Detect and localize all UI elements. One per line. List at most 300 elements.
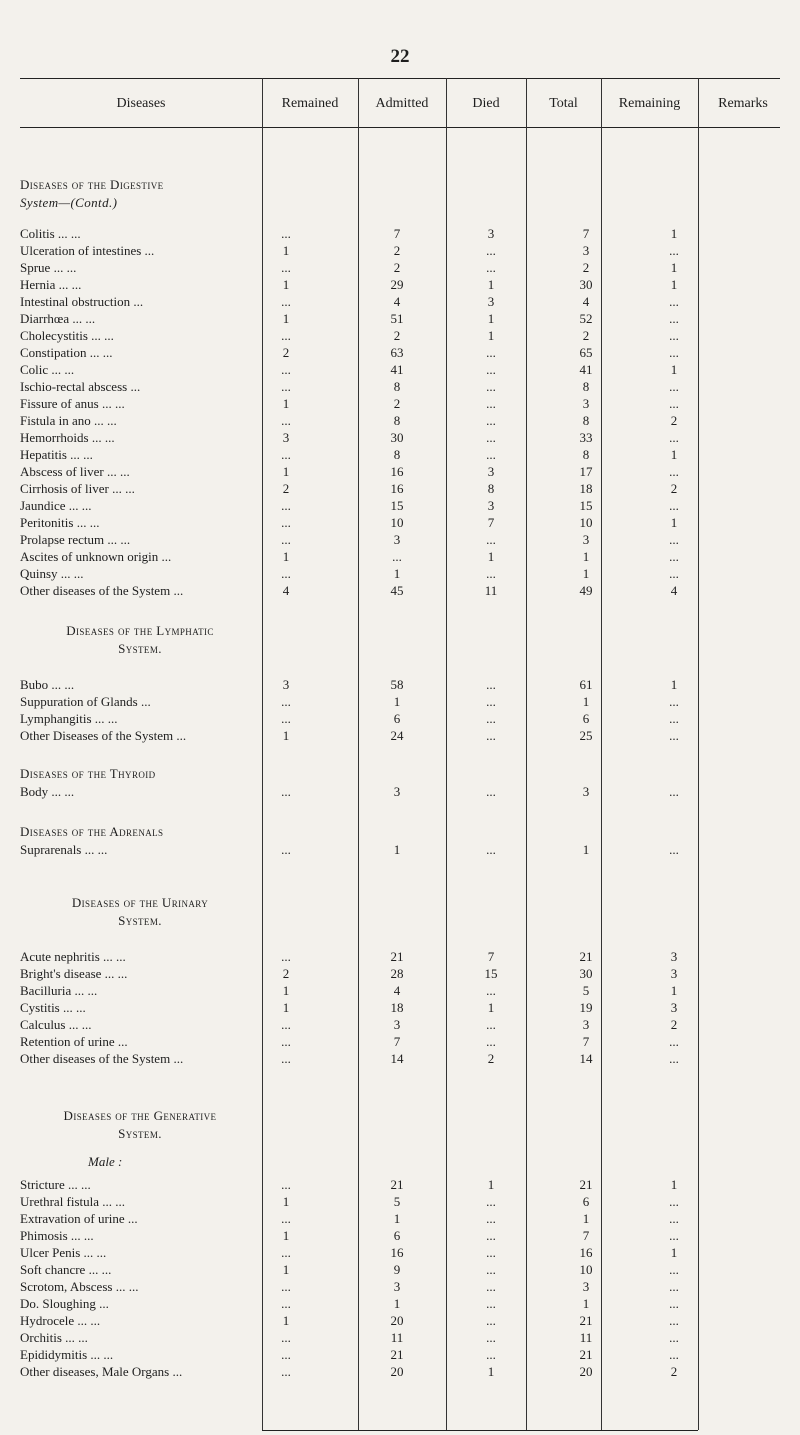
cell-total: 15 — [579, 498, 593, 513]
cell-remained: 1 — [282, 1262, 290, 1277]
cell-total: 21 — [579, 1347, 593, 1362]
cell-total: 11 — [579, 1330, 593, 1345]
cell-remained: ... — [281, 842, 291, 857]
cell-remained: 3 — [282, 430, 290, 445]
cell-total: 61 — [579, 677, 593, 692]
cell-remained: ... — [281, 949, 291, 964]
disease-label: Orchitis ... ... — [20, 1330, 88, 1345]
disease-label: Intestinal obstruction ... — [20, 294, 144, 309]
cell-died: ... — [486, 1279, 496, 1294]
table-row — [0, 345, 800, 361]
cell-total: 1 — [582, 549, 590, 564]
disease-label: Colic ... ... — [20, 362, 75, 377]
cell-died: 1 — [487, 277, 495, 292]
disease-label: Retention of urine ... — [20, 1034, 128, 1049]
cell-remaining: ... — [669, 566, 679, 581]
section-heading-title: Diseases of the Urinary — [71, 895, 209, 910]
cell-remaining: ... — [669, 311, 679, 326]
cell-remained: 1 — [282, 396, 290, 411]
disease-label: Urethral fistula ... ... — [20, 1194, 126, 1209]
disease-label: Do. Sloughing ... — [20, 1296, 109, 1311]
cell-died: 3 — [487, 464, 495, 479]
cell-remained: 2 — [282, 345, 290, 360]
cell-total: 49 — [579, 583, 593, 598]
section-heading-title: Diseases of the Adrenals — [20, 824, 164, 839]
cell-total: 21 — [579, 949, 593, 964]
cell-total: 1 — [582, 1296, 590, 1311]
cell-died: ... — [486, 1228, 496, 1243]
cell-admitted: 1 — [393, 1296, 401, 1311]
cell-total: 1 — [582, 1211, 590, 1226]
table-row — [0, 566, 800, 582]
cell-admitted: 6 — [393, 711, 401, 726]
column-header-total: Total — [549, 96, 578, 111]
cell-total: 21 — [579, 1313, 593, 1328]
cell-admitted: 4 — [393, 294, 401, 309]
cell-admitted: 58 — [390, 677, 404, 692]
cell-died: ... — [486, 345, 496, 360]
disease-label: Stricture ... ... — [20, 1177, 91, 1192]
cell-remaining: 1 — [670, 1245, 678, 1260]
cell-died: 1 — [487, 1177, 495, 1192]
cell-remaining: ... — [669, 243, 679, 258]
cell-died: ... — [486, 711, 496, 726]
cell-remained: ... — [281, 362, 291, 377]
cell-remained: 1 — [282, 1228, 290, 1243]
table-row — [0, 549, 800, 565]
cell-remained: ... — [281, 1296, 291, 1311]
cell-admitted: 11 — [390, 1330, 404, 1345]
cell-remaining: 2 — [670, 1017, 678, 1032]
cell-admitted: 18 — [390, 1000, 404, 1015]
cell-total: 3 — [582, 243, 590, 258]
cell-died: 7 — [487, 515, 495, 530]
cell-remained: ... — [281, 294, 291, 309]
column-header-died: Died — [472, 96, 500, 111]
cell-total: 17 — [579, 464, 593, 479]
section-heading-sub: System. — [118, 913, 162, 928]
cell-total: 3 — [582, 1279, 590, 1294]
cell-admitted: ... — [392, 549, 402, 564]
cell-admitted: 6 — [393, 1228, 401, 1243]
cell-admitted: 14 — [390, 1051, 404, 1066]
cell-died: ... — [486, 260, 496, 275]
cell-admitted: 2 — [393, 396, 401, 411]
column-header-admitted: Admitted — [375, 96, 429, 111]
cell-admitted: 1 — [393, 694, 401, 709]
cell-remaining: ... — [669, 1296, 679, 1311]
cell-total: 1 — [582, 694, 590, 709]
cell-total: 7 — [582, 1228, 590, 1243]
cell-remaining: ... — [669, 1279, 679, 1294]
table-row — [0, 1313, 800, 1329]
cell-died: ... — [486, 1262, 496, 1277]
cell-died: 1 — [487, 311, 495, 326]
cell-admitted: 1 — [393, 842, 401, 857]
cell-total: 19 — [579, 1000, 593, 1015]
disease-label: Ischio-rectal abscess ... — [20, 379, 141, 394]
cell-total: 14 — [579, 1051, 593, 1066]
cell-total: 8 — [582, 413, 590, 428]
cell-remaining: 2 — [670, 481, 678, 496]
cell-total: 52 — [579, 311, 593, 326]
table-row — [0, 515, 800, 531]
table-row — [0, 949, 800, 965]
table-row — [0, 379, 800, 395]
cell-remaining: ... — [669, 1313, 679, 1328]
cell-remained: 1 — [282, 549, 290, 564]
cell-died: 3 — [487, 226, 495, 241]
disease-label: Fissure of anus ... ... — [20, 396, 125, 411]
cell-total: 1 — [582, 566, 590, 581]
cell-remaining: 3 — [670, 1000, 678, 1015]
disease-label: Other Diseases of the System ... — [20, 728, 187, 743]
cell-remained: ... — [281, 379, 291, 394]
cell-remaining: ... — [669, 784, 679, 799]
table-header-rule — [20, 127, 780, 128]
cell-remaining: ... — [669, 464, 679, 479]
table-bottom-rule — [262, 1430, 698, 1431]
cell-admitted: 51 — [390, 311, 404, 326]
table-row — [0, 447, 800, 463]
cell-total: 7 — [582, 226, 590, 241]
cell-died: ... — [486, 413, 496, 428]
disease-label: Calculus ... ... — [20, 1017, 92, 1032]
table-row — [0, 966, 800, 982]
table-row — [0, 583, 800, 599]
cell-died: 3 — [487, 294, 495, 309]
cell-admitted: 24 — [390, 728, 404, 743]
cell-died: ... — [486, 396, 496, 411]
disease-label: Soft chancre ... ... — [20, 1262, 112, 1277]
cell-total: 8 — [582, 379, 590, 394]
section-heading — [20, 894, 260, 930]
cell-admitted: 8 — [393, 413, 401, 428]
cell-total: 25 — [579, 728, 593, 743]
table-row — [0, 784, 800, 800]
cell-total: 30 — [579, 277, 593, 292]
cell-remained: ... — [281, 1347, 291, 1362]
cell-admitted: 63 — [390, 345, 404, 360]
cell-admitted: 16 — [390, 481, 404, 496]
page-number: 22 — [390, 46, 410, 67]
disease-label: Acute nephritis ... ... — [20, 949, 126, 964]
cell-died: ... — [486, 784, 496, 799]
table-row — [0, 1211, 800, 1227]
table-row — [0, 260, 800, 276]
cell-remaining: ... — [669, 345, 679, 360]
table-row — [0, 328, 800, 344]
cell-remained: ... — [281, 226, 291, 241]
disease-label: Colitis ... ... — [20, 226, 81, 241]
table-row — [0, 396, 800, 412]
cell-admitted: 20 — [390, 1313, 404, 1328]
cell-died: ... — [486, 243, 496, 258]
disease-label: Sprue ... ... — [20, 260, 77, 275]
cell-admitted: 15 — [390, 498, 404, 513]
section-heading-sub: System. — [118, 641, 162, 656]
table-row — [0, 983, 800, 999]
disease-label: Epididymitis ... ... — [20, 1347, 114, 1362]
cell-remaining: 1 — [670, 447, 678, 462]
disease-label: Suppuration of Glands ... — [20, 694, 151, 709]
cell-died: ... — [486, 842, 496, 857]
cell-total: 65 — [579, 345, 593, 360]
disease-label: Ascites of unknown origin ... — [20, 549, 172, 564]
cell-died: ... — [486, 1017, 496, 1032]
cell-remained: 1 — [282, 243, 290, 258]
column-header-remarks: Remarks — [718, 96, 768, 111]
cell-admitted: 1 — [393, 1211, 401, 1226]
section-heading — [20, 1107, 260, 1143]
cell-admitted: 10 — [390, 515, 404, 530]
table-row — [0, 498, 800, 514]
cell-total: 6 — [582, 1194, 590, 1209]
cell-remained: 2 — [282, 966, 290, 981]
cell-remained: ... — [281, 1177, 291, 1192]
table-row — [0, 711, 800, 727]
cell-total: 3 — [582, 532, 590, 547]
cell-died: 7 — [487, 949, 495, 964]
cell-died: ... — [486, 983, 496, 998]
cell-remaining: ... — [669, 728, 679, 743]
cell-remaining: 3 — [670, 949, 678, 964]
section-heading-sub: System. — [118, 1126, 162, 1141]
cell-remaining: 1 — [670, 983, 678, 998]
cell-remaining: ... — [669, 1051, 679, 1066]
cell-died: ... — [486, 1245, 496, 1260]
section-heading-title: Diseases of the Thyroid — [20, 766, 156, 781]
table-row — [0, 1000, 800, 1016]
disease-label: Quinsy ... ... — [20, 566, 84, 581]
cell-died: ... — [486, 362, 496, 377]
cell-remained: ... — [281, 1051, 291, 1066]
cell-total: 20 — [579, 1364, 593, 1379]
cell-died: ... — [486, 1194, 496, 1209]
cell-admitted: 2 — [393, 260, 401, 275]
cell-remaining: ... — [669, 498, 679, 513]
disease-label: Hydrocele ... ... — [20, 1313, 101, 1328]
table-row — [0, 362, 800, 378]
cell-remained: 1 — [282, 1313, 290, 1328]
table-row — [0, 430, 800, 446]
cell-total: 3 — [582, 784, 590, 799]
cell-total: 10 — [579, 1262, 593, 1277]
cell-died: ... — [486, 694, 496, 709]
cell-remaining: ... — [669, 1194, 679, 1209]
cell-remained: ... — [281, 532, 291, 547]
cell-total: 41 — [579, 362, 593, 377]
cell-remained: ... — [281, 515, 291, 530]
cell-died: 1 — [487, 1364, 495, 1379]
cell-died: ... — [486, 1313, 496, 1328]
disease-label: Hernia ... ... — [20, 277, 82, 292]
disease-label: Cirrhosis of liver ... ... — [20, 481, 135, 496]
table-row — [0, 413, 800, 429]
cell-remained: ... — [281, 1034, 291, 1049]
cell-remained: ... — [281, 498, 291, 513]
disease-label: Abscess of liver ... ... — [20, 464, 130, 479]
cell-remaining: 2 — [670, 1364, 678, 1379]
cell-remained: ... — [281, 413, 291, 428]
cell-total: 3 — [582, 1017, 590, 1032]
disease-label: Fistula in ano ... ... — [20, 413, 117, 428]
table-row — [0, 1347, 800, 1363]
section-heading-sub: System—(Contd.) — [20, 195, 118, 210]
section-heading — [20, 823, 280, 841]
cell-remaining: ... — [669, 549, 679, 564]
table-row — [0, 243, 800, 259]
cell-total: 21 — [579, 1177, 593, 1192]
section-heading-title: Diseases of the Lymphatic — [66, 623, 214, 638]
cell-admitted: 16 — [390, 1245, 404, 1260]
cell-remained: ... — [281, 1364, 291, 1379]
table-row — [0, 1194, 800, 1210]
cell-admitted: 3 — [393, 532, 401, 547]
cell-admitted: 8 — [393, 447, 401, 462]
cell-died: 1 — [487, 549, 495, 564]
cell-remained: 1 — [282, 983, 290, 998]
cell-remained: 1 — [282, 1000, 290, 1015]
cell-remained: ... — [281, 328, 291, 343]
table-row — [0, 728, 800, 744]
cell-died: ... — [486, 1330, 496, 1345]
cell-remaining: 3 — [670, 966, 678, 981]
table-row — [0, 1034, 800, 1050]
cell-died: ... — [486, 677, 496, 692]
cell-admitted: 21 — [390, 949, 404, 964]
cell-remained: 4 — [282, 583, 290, 598]
cell-remained: 1 — [282, 277, 290, 292]
cell-remained: ... — [281, 711, 291, 726]
cell-remaining: ... — [669, 294, 679, 309]
table-row — [0, 1296, 800, 1312]
cell-total: 18 — [579, 481, 593, 496]
cell-remaining: ... — [669, 842, 679, 857]
cell-admitted: 2 — [393, 243, 401, 258]
cell-remaining: ... — [669, 396, 679, 411]
cell-remained: 1 — [282, 728, 290, 743]
cell-remained: 1 — [282, 1194, 290, 1209]
cell-total: 8 — [582, 447, 590, 462]
cell-admitted: 20 — [390, 1364, 404, 1379]
cell-remaining: ... — [669, 1262, 679, 1277]
cell-admitted: 3 — [393, 784, 401, 799]
cell-remained: ... — [281, 1279, 291, 1294]
table-row — [0, 1228, 800, 1244]
table-row — [0, 694, 800, 710]
cell-remained: 3 — [282, 677, 290, 692]
cell-remaining: ... — [669, 694, 679, 709]
disease-label: Peritonitis ... ... — [20, 515, 100, 530]
disease-label: Ulceration of intestines ... — [20, 243, 155, 258]
section-heading-title: Diseases of the Generative — [63, 1108, 217, 1123]
cell-admitted: 2 — [393, 328, 401, 343]
cell-admitted: 8 — [393, 379, 401, 394]
cell-admitted: 4 — [393, 983, 401, 998]
cell-admitted: 28 — [390, 966, 404, 981]
cell-remained: 1 — [282, 311, 290, 326]
table-row — [0, 1245, 800, 1261]
cell-remaining: 1 — [670, 226, 678, 241]
table-row — [0, 1262, 800, 1278]
disease-label: Phimosis ... ... — [20, 1228, 94, 1243]
table-row — [0, 532, 800, 548]
cell-admitted: 1 — [393, 566, 401, 581]
disease-label: Cholecystitis ... ... — [20, 328, 114, 343]
cell-remaining: 1 — [670, 362, 678, 377]
table-row — [0, 277, 800, 293]
cell-total: 30 — [579, 966, 593, 981]
cell-admitted: 16 — [390, 464, 404, 479]
cell-died: 2 — [487, 1051, 495, 1066]
cell-remaining: ... — [669, 532, 679, 547]
cell-admitted: 29 — [390, 277, 404, 292]
table-row — [0, 1177, 800, 1193]
cell-admitted: 45 — [390, 583, 404, 598]
cell-died: ... — [486, 566, 496, 581]
cell-died: ... — [486, 728, 496, 743]
cell-died: 15 — [484, 966, 498, 981]
cell-admitted: 3 — [393, 1017, 401, 1032]
table-row — [0, 311, 800, 327]
cell-remaining: ... — [669, 430, 679, 445]
disease-label: Other diseases of the System ... — [20, 1051, 184, 1066]
cell-total: 7 — [582, 1034, 590, 1049]
disease-label: Other diseases of the System ... — [20, 583, 184, 598]
column-header-remained: Remained — [281, 96, 339, 111]
table-row — [0, 1051, 800, 1067]
cell-admitted: 21 — [390, 1177, 404, 1192]
cell-remaining: ... — [669, 1228, 679, 1243]
cell-remained: 2 — [282, 481, 290, 496]
disease-label: Other diseases, Male Organs ... — [20, 1364, 183, 1379]
table-row — [0, 677, 800, 693]
cell-remaining: 4 — [670, 583, 678, 598]
cell-remained: ... — [281, 1211, 291, 1226]
disease-label: Bubo ... ... — [20, 677, 75, 692]
cell-remaining: 2 — [670, 413, 678, 428]
cell-total: 5 — [582, 983, 590, 998]
cell-died: ... — [486, 1034, 496, 1049]
cell-remained: ... — [281, 1245, 291, 1260]
cell-remained: ... — [281, 260, 291, 275]
cell-total: 10 — [579, 515, 593, 530]
cell-total: 16 — [579, 1245, 593, 1260]
cell-admitted: 21 — [390, 1347, 404, 1362]
disease-label: Suprarenals ... ... — [20, 842, 108, 857]
cell-remained: ... — [281, 784, 291, 799]
table-row — [0, 481, 800, 497]
table-row — [0, 1017, 800, 1033]
cell-total: 1 — [582, 842, 590, 857]
disease-label: Bright's disease ... ... — [20, 966, 128, 981]
cell-total: 2 — [582, 328, 590, 343]
cell-remaining: ... — [669, 711, 679, 726]
table-row — [0, 1364, 800, 1380]
disease-label: Hemorrhoids ... ... — [20, 430, 115, 445]
disease-label: Lymphangitis ... ... — [20, 711, 118, 726]
table-top-rule — [20, 78, 780, 79]
cell-remaining: ... — [669, 328, 679, 343]
cell-died: 1 — [487, 328, 495, 343]
cell-remained: ... — [281, 1330, 291, 1345]
cell-died: 11 — [484, 583, 498, 598]
cell-remaining: 1 — [670, 260, 678, 275]
cell-admitted: 3 — [393, 1279, 401, 1294]
section-heading-title: Diseases of the Digestive — [20, 177, 164, 192]
cell-died: ... — [486, 379, 496, 394]
